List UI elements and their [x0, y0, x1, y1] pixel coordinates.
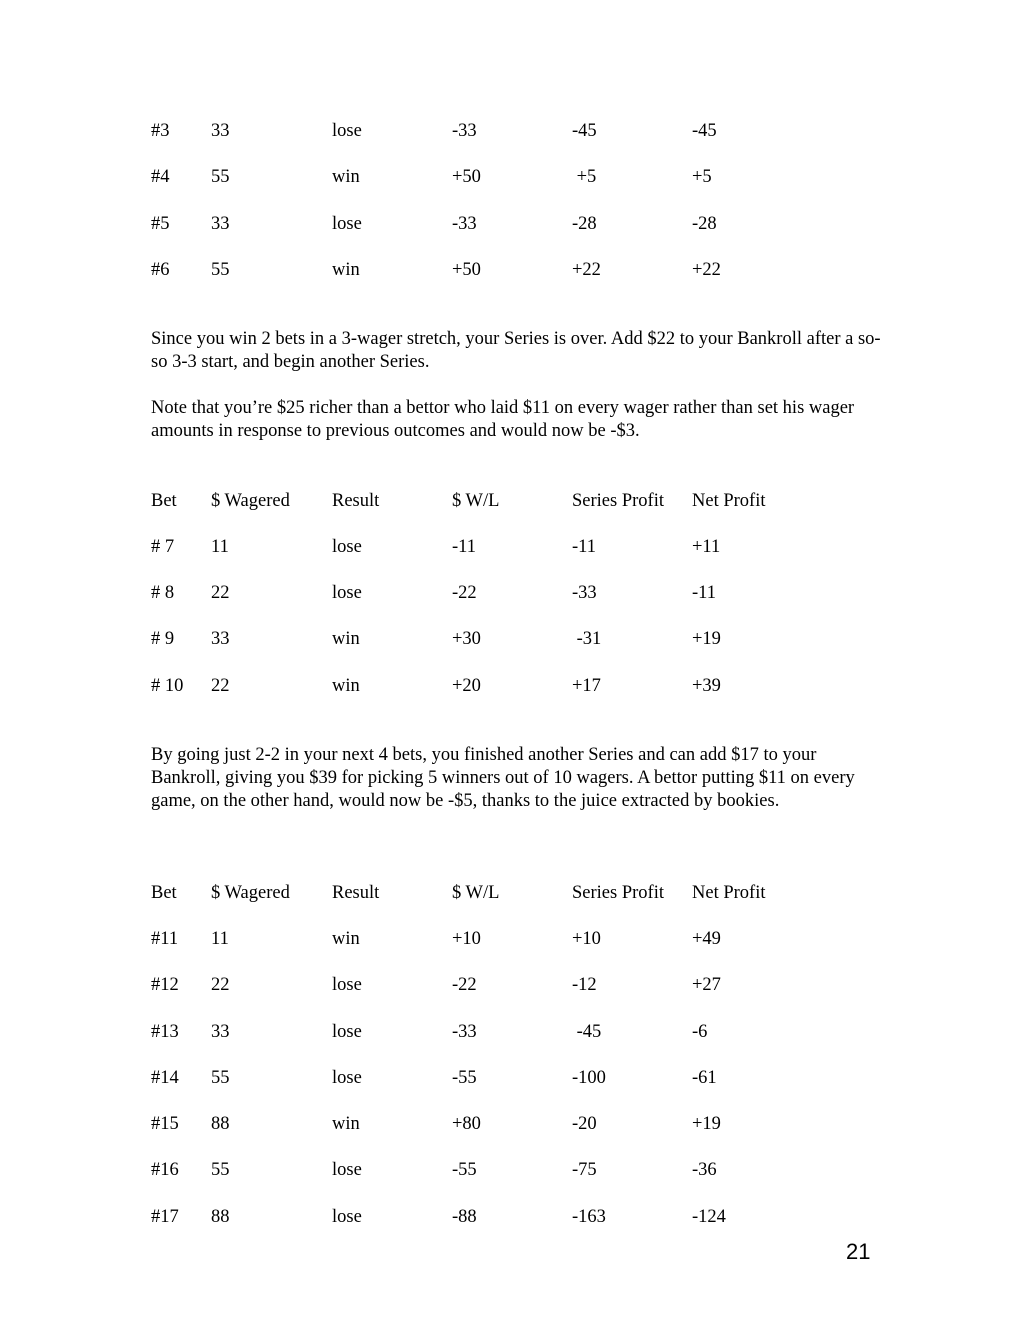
table-row — [0, 212, 1024, 236]
series-profit-cell: -75 — [572, 1160, 597, 1180]
result-cell: win — [332, 260, 360, 280]
wl-cell: -22 — [452, 975, 477, 995]
series-profit-cell: +5 — [572, 167, 597, 187]
bet-cell: # 7 — [151, 537, 175, 557]
net-profit-cell: +19 — [692, 629, 721, 649]
net-profit-cell: +27 — [692, 975, 721, 995]
wl-cell: +80 — [452, 1114, 481, 1134]
wagered-cell: 11 — [211, 929, 229, 949]
series-profit-cell: +10 — [572, 929, 601, 949]
bet-cell: #4 — [151, 167, 170, 187]
bet-cell: #6 — [151, 260, 170, 280]
header-series-profit: Series Profit — [572, 491, 664, 511]
bet-cell: #14 — [151, 1068, 179, 1088]
wl-cell: -33 — [452, 121, 477, 141]
bet-cell: #13 — [151, 1022, 179, 1042]
wagered-cell: 22 — [211, 676, 230, 696]
net-profit-cell: +19 — [692, 1114, 721, 1134]
net-profit-cell: +22 — [692, 260, 721, 280]
table-header-row — [0, 489, 1024, 513]
series-profit-cell: -45 — [572, 121, 597, 141]
header-wl: $ W/L — [452, 491, 500, 511]
net-profit-cell: +39 — [692, 676, 721, 696]
wl-cell: +50 — [452, 167, 481, 187]
header-bet: Bet — [151, 883, 177, 903]
bet-cell: #12 — [151, 975, 179, 995]
result-cell: lose — [332, 214, 362, 234]
table-row — [0, 927, 1024, 951]
result-cell: win — [332, 629, 360, 649]
wagered-cell: 33 — [211, 629, 230, 649]
wl-cell: -11 — [452, 537, 476, 557]
paragraph-richer-note: Note that you’re $25 richer than a bettor who laid $11 on every wager rather than set his wager amounts in response to previous outcomes and would now be -$3. — [151, 398, 855, 441]
bet-cell: # 10 — [151, 676, 184, 696]
bet-cell: #16 — [151, 1160, 179, 1180]
result-cell: lose — [332, 1207, 362, 1227]
header-net-profit: Net Profit — [692, 491, 766, 511]
bet-cell: #3 — [151, 121, 170, 141]
wl-cell: +30 — [452, 629, 481, 649]
net-profit-cell: -36 — [692, 1160, 717, 1180]
wagered-cell: 55 — [211, 1068, 230, 1088]
wl-cell: -55 — [452, 1160, 477, 1180]
wl-cell: -55 — [452, 1068, 477, 1088]
table-row — [0, 1112, 1024, 1136]
result-cell: lose — [332, 121, 362, 141]
net-profit-cell: +5 — [692, 167, 712, 187]
net-profit-cell: -45 — [692, 121, 717, 141]
wagered-cell: 11 — [211, 537, 229, 557]
net-profit-cell: -6 — [692, 1022, 708, 1042]
net-profit-cell: +11 — [692, 537, 721, 557]
result-cell: lose — [332, 975, 362, 995]
series-profit-cell: -100 — [572, 1068, 606, 1088]
series-profit-cell: -12 — [572, 975, 597, 995]
table-row — [0, 535, 1024, 559]
table-row — [0, 1066, 1024, 1090]
wl-cell: -33 — [452, 1022, 477, 1042]
bet-cell: #15 — [151, 1114, 179, 1134]
series-profit-cell: -33 — [572, 583, 597, 603]
header-net-profit: Net Profit — [692, 883, 766, 903]
result-cell: win — [332, 1114, 360, 1134]
net-profit-cell: -61 — [692, 1068, 717, 1088]
series-profit-cell: +17 — [572, 676, 601, 696]
series-profit-cell: -20 — [572, 1114, 597, 1134]
bet-cell: #17 — [151, 1207, 179, 1227]
header-result: Result — [332, 491, 380, 511]
wl-cell: +10 — [452, 929, 481, 949]
table-row — [0, 1020, 1024, 1044]
net-profit-cell: +49 — [692, 929, 721, 949]
wagered-cell: 55 — [211, 260, 230, 280]
wagered-cell: 55 — [211, 167, 230, 187]
series-profit-cell: -163 — [572, 1207, 606, 1227]
bet-cell: #5 — [151, 214, 170, 234]
wagered-cell: 33 — [211, 1022, 230, 1042]
wagered-cell: 88 — [211, 1114, 230, 1134]
table-row — [0, 1205, 1024, 1229]
page-number: 21 — [846, 1239, 871, 1264]
wl-cell: -88 — [452, 1207, 477, 1227]
header-wagered: $ Wagered — [211, 491, 290, 511]
series-profit-cell: -11 — [572, 537, 596, 557]
header-result: Result — [332, 883, 380, 903]
bet-cell: # 8 — [151, 583, 175, 603]
wl-cell: +20 — [452, 676, 481, 696]
header-bet: Bet — [151, 491, 177, 511]
wagered-cell: 22 — [211, 975, 230, 995]
result-cell: lose — [332, 537, 362, 557]
series-profit-cell: -45 — [572, 1022, 602, 1042]
table-row — [0, 119, 1024, 143]
wl-cell: +50 — [452, 260, 481, 280]
table-row — [0, 973, 1024, 997]
result-cell: lose — [332, 1160, 362, 1180]
table-row — [0, 258, 1024, 282]
wagered-cell: 22 — [211, 583, 230, 603]
bet-cell: #11 — [151, 929, 179, 949]
result-cell: win — [332, 929, 360, 949]
wagered-cell: 88 — [211, 1207, 230, 1227]
result-cell: lose — [332, 1022, 362, 1042]
result-cell: lose — [332, 1068, 362, 1088]
wl-cell: -22 — [452, 583, 477, 603]
wl-cell: -33 — [452, 214, 477, 234]
header-wl: $ W/L — [452, 883, 500, 903]
table-row — [0, 674, 1024, 698]
table-row — [0, 1158, 1024, 1182]
net-profit-cell: -124 — [692, 1207, 726, 1227]
net-profit-cell: -28 — [692, 214, 717, 234]
header-wagered: $ Wagered — [211, 883, 290, 903]
series-profit-cell: -31 — [572, 629, 602, 649]
series-profit-cell: +22 — [572, 260, 601, 280]
result-cell: win — [332, 676, 360, 696]
bet-cell: # 9 — [151, 629, 175, 649]
table-row — [0, 581, 1024, 605]
header-series-profit: Series Profit — [572, 883, 664, 903]
table-row — [0, 165, 1024, 189]
table-row — [0, 627, 1024, 651]
result-cell: win — [332, 167, 360, 187]
paragraph-series-over: Since you win 2 bets in a 3-wager stretch, your Series is over. Add $22 to your Bankroll after a so-so 3-3 start, and begin another Series. — [151, 329, 881, 372]
net-profit-cell: -11 — [692, 583, 716, 603]
wagered-cell: 33 — [211, 214, 230, 234]
result-cell: lose — [332, 583, 362, 603]
wagered-cell: 55 — [211, 1160, 230, 1180]
series-profit-cell: -28 — [572, 214, 597, 234]
wagered-cell: 33 — [211, 121, 230, 141]
table-header-row — [0, 881, 1024, 905]
paragraph-another-series: By going just 2-2 in your next 4 bets, you finished another Series and can add $17 to your Bankroll, giving you $39 for picking 5 winners out of 10 wagers. A bettor putting $11 on every game, on the other hand, would now be -$5, thanks to the juice extracted by bookies. — [151, 745, 855, 811]
